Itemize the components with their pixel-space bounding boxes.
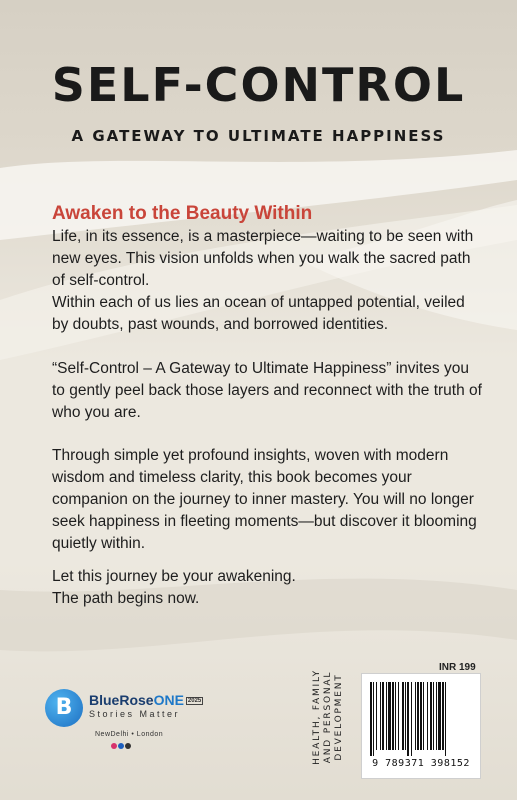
barcode-bar <box>402 682 404 750</box>
barcode-bar <box>442 682 444 750</box>
publisher-logo-block <box>45 687 235 767</box>
blurb-paragraph: Within each of us lies an ocean of untapped potential, veiled by doubts, past wounds, and borrowed identities. <box>52 294 465 333</box>
barcode-bars <box>370 682 472 756</box>
barcode-bar <box>392 682 394 750</box>
barcode-bar <box>370 682 372 756</box>
barcode-bar <box>405 682 406 750</box>
category-line: HEALTH, FAMILY <box>312 669 322 765</box>
barcode-bar <box>415 682 416 750</box>
barcode-bar <box>423 682 424 750</box>
price-label: INR 199 <box>439 662 476 673</box>
barcode-bar <box>398 682 399 750</box>
publisher-name-main: BlueRose <box>89 692 154 708</box>
barcode-bar <box>386 682 387 750</box>
publisher-cities: NewDelhi • London <box>95 731 164 738</box>
barcode-bar <box>382 682 384 750</box>
barcode-bar <box>376 682 377 750</box>
barcode-bar <box>438 682 441 750</box>
barcode-bar <box>433 682 434 750</box>
facebook-icon <box>118 743 124 749</box>
barcode-bar <box>417 682 419 750</box>
blurb-paragraph: Through simple yet profound insights, woven with modern wisdom and timeless clarity, this book becomes your companion on the journey to inner mastery. You will no longer seek happiness in fleeting moments—but discover it blooming quietly within. <box>52 447 477 552</box>
publisher-badge: 2025 <box>187 698 202 705</box>
social-icons <box>111 743 132 751</box>
youtube-icon <box>125 743 131 749</box>
barcode-bar <box>427 682 428 750</box>
book-title: SELF-CONTROL <box>51 58 466 112</box>
barcode-bar <box>373 682 374 756</box>
barcode-bar <box>395 682 396 750</box>
barcode-bar <box>430 682 432 750</box>
instagram-icon <box>111 743 117 749</box>
category-line: DEVELOPMENT <box>334 673 344 761</box>
blurb-paragraph: “Self-Control – A Gateway to Ultimate Happiness” invites you to gently peel back those layers and reconnect with the truth of who you are. <box>52 360 482 421</box>
publisher-tagline: Stories Matter <box>89 709 181 719</box>
barcode-bar <box>445 682 446 756</box>
category-line: AND PERSONAL <box>323 670 333 764</box>
barcode-bar <box>388 682 391 750</box>
barcode-bar <box>411 682 412 756</box>
blurb-closing-paragraph: Let this journey be your awakening. The path begins now. <box>52 568 296 607</box>
blurb-heading: Awaken to the Beauty Within <box>52 203 313 224</box>
blurb-paragraph: Life, in its essence, is a masterpiece—waiting to be seen with new eyes. This vision unfolds when you walk the sacred path of self-control. <box>52 228 474 289</box>
barcode-bar <box>436 682 437 750</box>
book-subtitle: A GATEWAY TO ULTIMATE HAPPINESS <box>71 127 446 145</box>
publisher-name <box>89 692 203 708</box>
barcode-bar <box>420 682 422 750</box>
barcode-bar <box>380 682 381 750</box>
isbn-number: 9 789371 398152 <box>372 758 470 769</box>
isbn-barcode <box>361 673 481 779</box>
publisher-logo-icon: B <box>45 689 83 727</box>
publisher-name-accent: ONE <box>153 692 184 708</box>
barcode-bar <box>407 682 409 756</box>
